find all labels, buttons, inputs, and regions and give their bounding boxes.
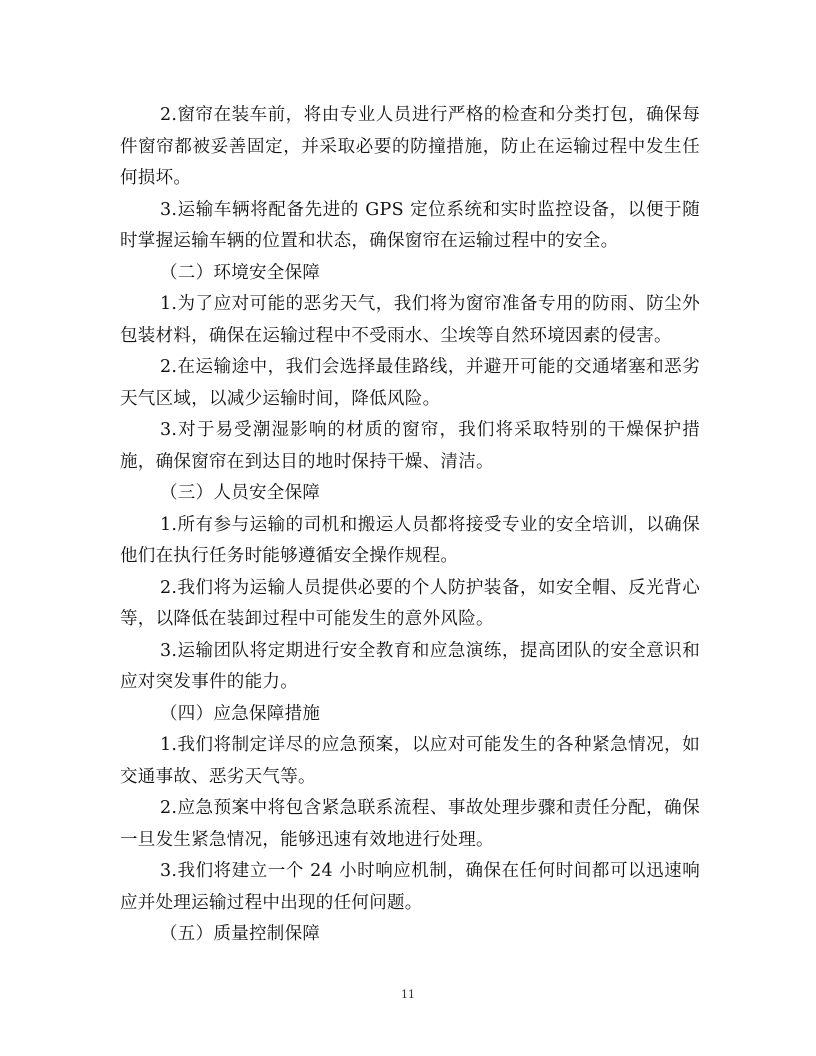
- paragraph-emergency-plan: 1.我们将制定详尽的应急预案，以应对可能发生的各种紧急情况，如交通事故、恶劣天气等。: [120, 735, 700, 787]
- paragraph-weather-packaging: 1.为了应对可能的恶劣天气，我们将为窗帘准备专用的防雨、防尘外包装材料，确保在运输过程中不受雨水、尘埃等自然环境因素的侵害。: [120, 294, 700, 346]
- paragraph-24h-response: 3.我们将建立一个 24 小时响应机制，确保在任何时间都可以迅速响应并处理运输过程中出现的任何问题。: [120, 861, 700, 913]
- paragraph-gps-monitoring: 3.运输车辆将配备先进的 GPS 定位系统和实时监控设备，以便于随时掌握运输车辆的位置和状态，确保窗帘在运输过程中的安全。: [120, 199, 700, 251]
- section-heading-emergency-measures: （四）应急保障措施: [160, 703, 321, 724]
- section-heading-quality-control: （五）质量控制保障: [160, 924, 321, 944]
- paragraph-emergency-procedures: 2.应急预案中将包含紧急联系流程、事故处理步骤和责任分配，确保一旦发生紧急情况，能够迅速有效地进行处理。: [120, 798, 700, 850]
- page-number: 11: [401, 988, 415, 1001]
- paragraph-moisture-protection: 3.对于易受潮湿影响的材质的窗帘，我们将采取特别的干燥保护措施，确保窗帘在到达目的地时保持干燥、清洁。: [120, 420, 700, 472]
- section-heading-personnel-safety: （三）人员安全保障: [160, 483, 321, 503]
- page-body: [120, 100, 700, 951]
- paragraph-route-selection: 2.在运输途中，我们会选择最佳路线，并避开可能的交通堵塞和恶劣天气区域，以减少运输时间，降低风险。: [120, 357, 700, 409]
- paragraph-protective-equipment: 2.我们将为运输人员提供必要的个人防护装备，如安全帽、反光背心等，以降低在装卸过程中可能发生的意外风险。: [120, 577, 700, 629]
- paragraph-packing-inspection: 2.窗帘在装车前，将由专业人员进行严格的检查和分类打包，确保每件窗帘都被妥善固定，并采取必要的防撞措施，防止在运输过程中发生任何损坏。: [120, 105, 700, 188]
- paragraph-safety-training: 1.所有参与运输的司机和搬运人员都将接受专业的安全培训，以确保他们在执行任务时能够遵循安全操作规程。: [120, 514, 700, 566]
- paragraph-safety-drills: 3.运输团队将定期进行安全教育和应急演练，提高团队的安全意识和应对突发事件的能力。: [120, 640, 700, 692]
- section-heading-environment-safety: （二）环境安全保障: [160, 262, 321, 283]
